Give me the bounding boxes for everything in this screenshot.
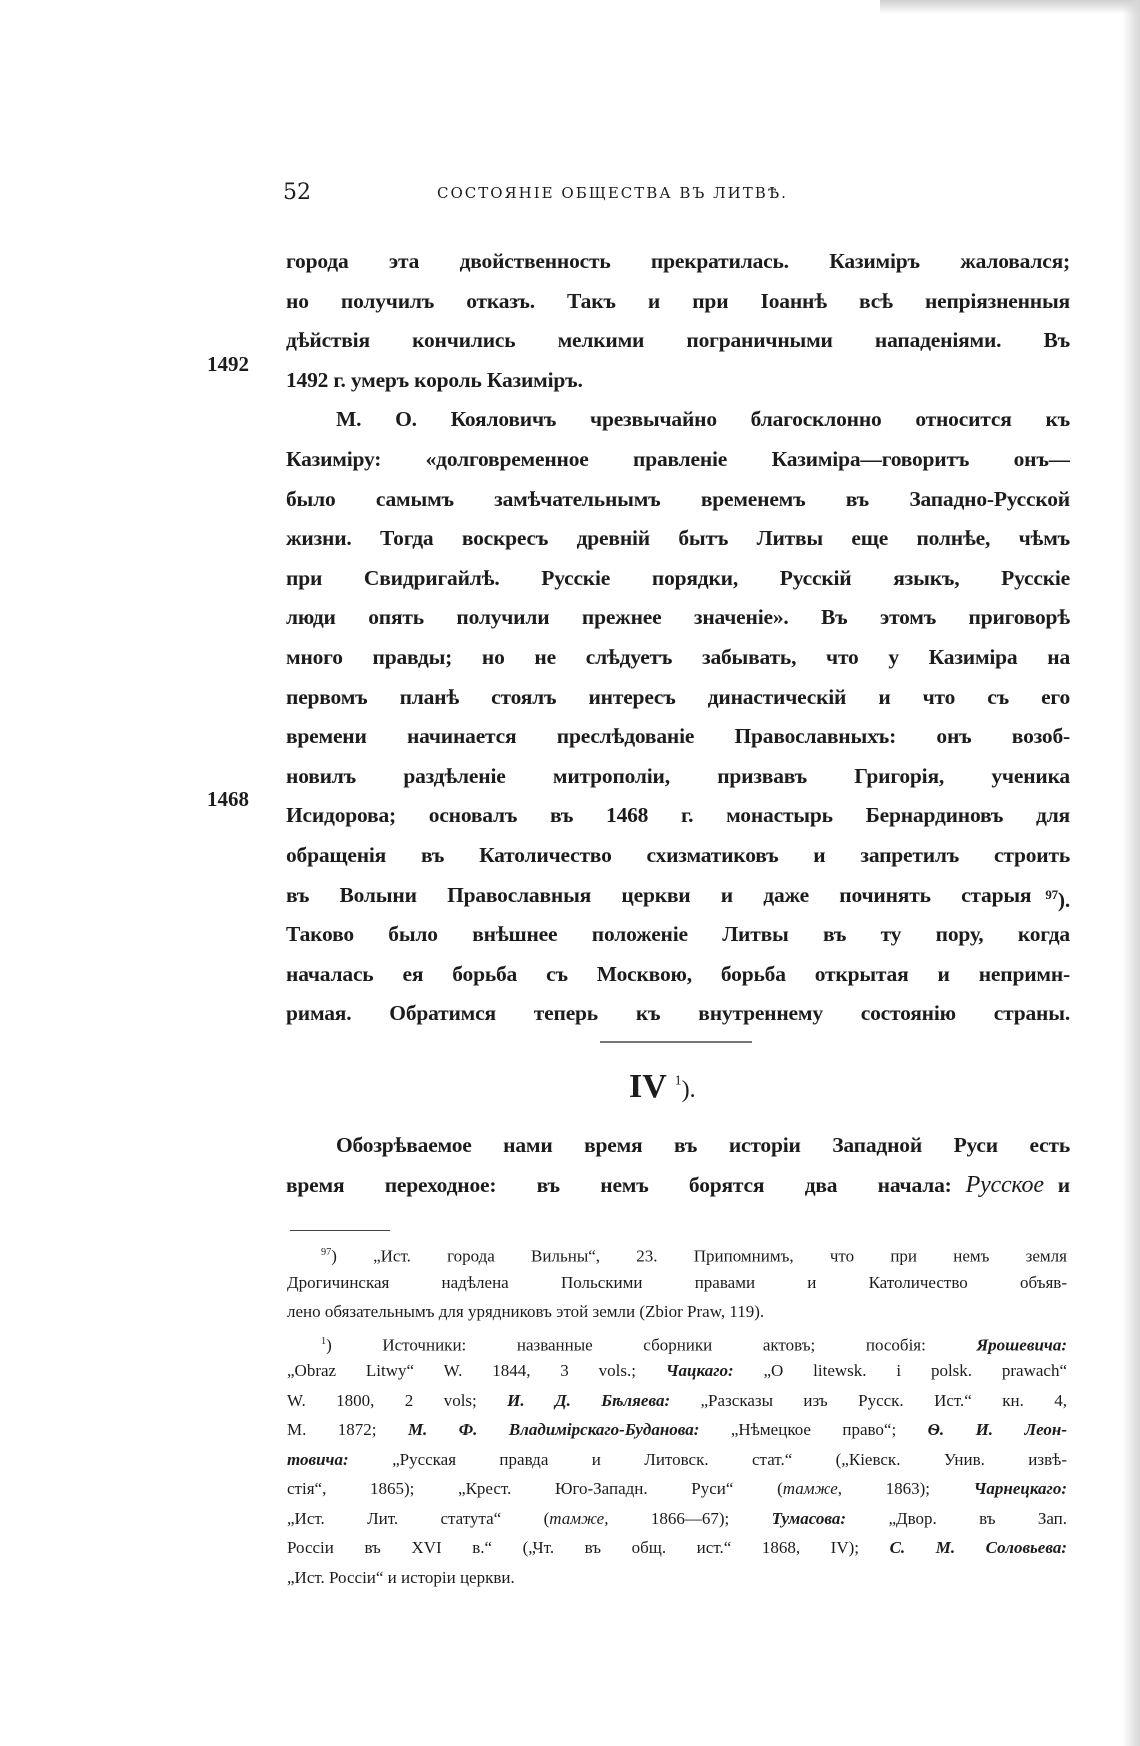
footnote-reference	[1045, 876, 1070, 916]
text-line: города эта двойственность прекратилась. Казиміръ жаловался;	[286, 249, 1070, 273]
italic-term: Русское	[965, 1171, 1044, 1198]
section-numeral: IV	[629, 1068, 667, 1105]
footnote-line: стія“, 1865); „Крест. Юго-Западн. Руси“ (тамже, 1863); Чарнецкаго:	[287, 1479, 1067, 1498]
margin-year-1492: 1492	[207, 352, 249, 376]
footnote-line: „Obraz Litwy“ W. 1844, 3 vols.; Чацкаго: „O litewsk. i polsk. prawach“	[287, 1361, 1067, 1380]
section-text	[286, 1126, 1070, 1205]
text-line: дѣйствія кончились мелкими пограничными нападеніями. Въ	[286, 328, 1070, 353]
text-line: но получилъ отказъ. Такъ и при Іоаннѣ всѣ непріязненныя	[286, 288, 1070, 313]
running-title: СОСТОЯНІЕ ОБЩЕСТВА ВЪ ЛИТВѢ.	[437, 184, 788, 202]
footnote-marker: 97	[321, 1247, 332, 1258]
text-line: Обозрѣваемое нами время въ исторіи Западной Руси есть	[336, 1133, 1070, 1157]
text-line: Казиміру: «долговременное правленіе Казиміра—говоритъ онъ—	[286, 446, 1070, 471]
page-number: 52	[283, 180, 311, 205]
text-line: Таково было внѣшнее положеніе Литвы въ ту пору, когда	[286, 922, 1070, 947]
section-heading	[629, 1068, 696, 1106]
text-line: люди опять получили прежнее значеніе». Въ этомъ приговорѣ	[286, 605, 1070, 630]
footnote-line: W. 1800, 2 vols; И. Д. Бѣляева: „Разсказы изъ Русск. Ист.“ кн. 4,	[287, 1390, 1067, 1410]
footnote-line: Россіи въ XVI в.“ („Чт. въ общ. ист.“ 1868, IV); С. М. Соловьева:	[287, 1538, 1067, 1557]
margin-year-1468: 1468	[207, 787, 249, 811]
text-line: обращенія въ Католичество схизматиковъ и запретилъ строить	[286, 842, 1070, 867]
footnote-ref-97: 97	[1045, 887, 1058, 902]
body-text	[286, 242, 1070, 1034]
text-line: римая. Обратимся теперь къ внутреннему состоянію страны.	[286, 1001, 1070, 1026]
text-line: много правды; но не слѣдуетъ забывать, что у Казиміра на	[286, 644, 1070, 669]
text-line-with-footnote	[286, 876, 1070, 916]
text-line: при Свидригайлѣ. Русскіе порядки, Русскій языкъ, Русскіе	[286, 565, 1070, 590]
text-line: жизни. Тогда воскресъ древній бытъ Литвы еще полнѣе, чѣмъ	[286, 526, 1070, 551]
text-line: было самымъ замѣчательнымъ временемъ въ Западно-Русской	[286, 486, 1070, 511]
text-line: началась ея борьба съ Москвою, борьба открытая и непримн-	[286, 961, 1070, 986]
running-head	[283, 180, 873, 210]
footnote-97: $^{97}$) „Ист. города Вильны“, 23. Припомнимъ, что при немъ земля	[321, 1246, 1067, 1266]
footnote-1: $^1$) Источники: названные сборники актовъ; пособія: Ярошевича:	[321, 1335, 1067, 1355]
section-heading-tail: ).	[681, 1077, 696, 1103]
section-footnote-ref: 1	[674, 1073, 682, 1089]
footnote-line: „Ист. Россіи“ и исторіи церкви.	[287, 1567, 515, 1587]
text-line-part: и	[1057, 1172, 1070, 1197]
text-line: Исидорова; основалъ въ 1468 г. монастырь Бернардиновъ для	[286, 803, 1070, 828]
text-line: новилъ раздѣленіе митрополіи, призвавъ Григорія, ученика	[286, 763, 1070, 788]
footnote-ref-tail: ).	[1057, 887, 1070, 912]
footnote-divider	[290, 1230, 390, 1231]
scan-edge-shadow	[880, 0, 1140, 14]
text-line: М. О. Кояловичъ чрезвычайно благосклонно относится къ	[336, 407, 1070, 432]
footnote-line: М. 1872; М. Ф. Владимірскаго-Буданова: „Нѣмецкое право“; Ѳ. И. Леон-	[287, 1420, 1067, 1439]
footnote-line: товича: „Русская правда и Литовск. стат.“ („Кіевск. Унив. извѣ-	[287, 1449, 1067, 1469]
footnote-line: лено обязательнымъ для урядниковъ этой земли (Zbior Praw, 119).	[287, 1302, 765, 1321]
text-line: времени начинается преслѣдованіе Православныхъ: онъ возоб-	[286, 724, 1070, 749]
text-line: въ Волыни Православныя церкви и даже починять старыя	[286, 882, 1032, 907]
footnote-line: Дрогичинская надѣлена Польскими правами и Католичество объяв-	[287, 1272, 1067, 1292]
text-line: 1492 г. умеръ король Казиміръ.	[286, 367, 583, 392]
scan-edge-shadow-right	[1122, 0, 1140, 1746]
text-line-part: время переходное: въ немъ борятся два начала:	[286, 1172, 952, 1197]
footnote-line: „Ист. Лит. статута“ (тамже, 1866—67); Тумасова: „Двор. въ Зап.	[287, 1508, 1067, 1528]
footnotes	[287, 1232, 1067, 1592]
footnote-marker: 1	[321, 1335, 327, 1347]
text-line	[286, 1166, 1070, 1206]
section-divider	[600, 1041, 752, 1043]
text-line: первомъ планѣ стоялъ интересъ династическій и что съ его	[286, 684, 1070, 709]
